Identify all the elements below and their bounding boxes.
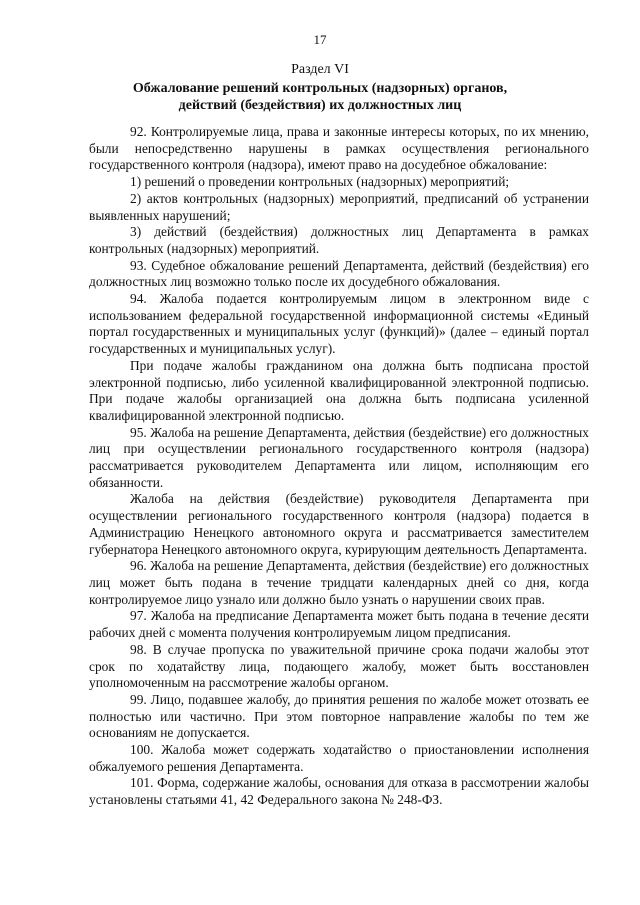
- paragraph-95: 95. Жалоба на решение Департамента, действия (бездействие) его должностных лиц при осуществлении регионального государственного контроля (надзора) рассматривается руководителем Департамента или лицом, исполняющим его обязанности.: [89, 424, 589, 490]
- section-title-line: Обжалование решений контрольных (надзорных) органов,: [132, 81, 508, 96]
- section-label: Раздел VI: [291, 62, 349, 77]
- paragraph-92: 92. Контролируемые лица, права и законные интересы которых, по их мнению, были непосредственно нарушены в рамках осуществления регионального государственного контроля (надзора), имеют право на досудебное обжалование:: [89, 124, 589, 173]
- paragraph-95-head: Жалоба на действия (бездействие) руководителя Департамента при осуществлении регионального государственного контроля (надзора) подается в Администрацию Ненецкого автономного округа и рассматривается заместителем губернатора Ненецкого автономного округа, курирующим деятельность Департамента.: [89, 491, 589, 557]
- paragraph-98: 98. В случае пропуска по уважительной причине срока подачи жалобы этот срок по ходатайству лица, подающего жалобу, может быть восстановлен уполномоченным на рассмотрение жалобы органом.: [89, 641, 589, 691]
- document-body: [89, 124, 589, 809]
- paragraph-93: 93. Судебное обжалование решений Департамента, действий (бездействия) его должностных лиц возможно только после их досудебного обжалования.: [89, 257, 589, 290]
- paragraph-96: 96. Жалоба на решение Департамента, действия (бездействие) его должностных лиц может быть подана в течение тридцати календарных дней со дня, когда контролируемое лицо узнало или должно было узнать о нарушении своих прав.: [89, 558, 589, 607]
- paragraph-99: 99. Лицо, подавшее жалобу, до принятия решения по жалобе может отозвать ее полностью или частично. При этом повторное направление жалобы по тем же основаниям не допускается.: [89, 691, 589, 741]
- page-number: 17: [313, 32, 327, 47]
- paragraph-97: 97. Жалоба на предписание Департамента может быть подана в течение десяти рабочих дней с момента получения контролируемым лицом предписания.: [89, 608, 589, 641]
- list-item-1: 1) решений о проведении контрольных (надзорных) мероприятий;: [130, 174, 510, 190]
- paragraph-94: 94. Жалоба подается контролируемым лицом в электронном виде с использованием федеральной государственной информационной системы «Единый портал государственных и муниципальных услуг (функций)» (далее – единый портал государственных и муниципальных услуг).: [89, 291, 589, 357]
- paragraph-100: 100. Жалоба может содержать ходатайство о приостановлении исполнения обжалуемого решения Департамента.: [89, 742, 589, 774]
- section-title: [110, 80, 530, 114]
- paragraph-101: 101. Форма, содержание жалобы, основания для отказа в рассмотрении жалобы установлены статьями 41, 42 Федерального закона № 248-ФЗ.: [89, 775, 589, 808]
- section-title-line: действий (бездействия) их должностных лиц: [178, 98, 462, 113]
- list-item-3: 3) действий (бездействия) должностных лиц Департамента в рамках контрольных (надзорных) мероприятий.: [89, 224, 589, 256]
- paragraph-94-signature: При подаче жалобы гражданином она должна быть подписана простой электронной подписью, либо усиленной квалифицированной электронной подписью. При подаче жалобы организацией она должна быть подписана усиленной квалифицированной электронной подписью.: [89, 357, 589, 423]
- list-item-2: 2) актов контрольных (надзорных) мероприятий, предписаний об устранении выявленных нарушений;: [89, 190, 589, 223]
